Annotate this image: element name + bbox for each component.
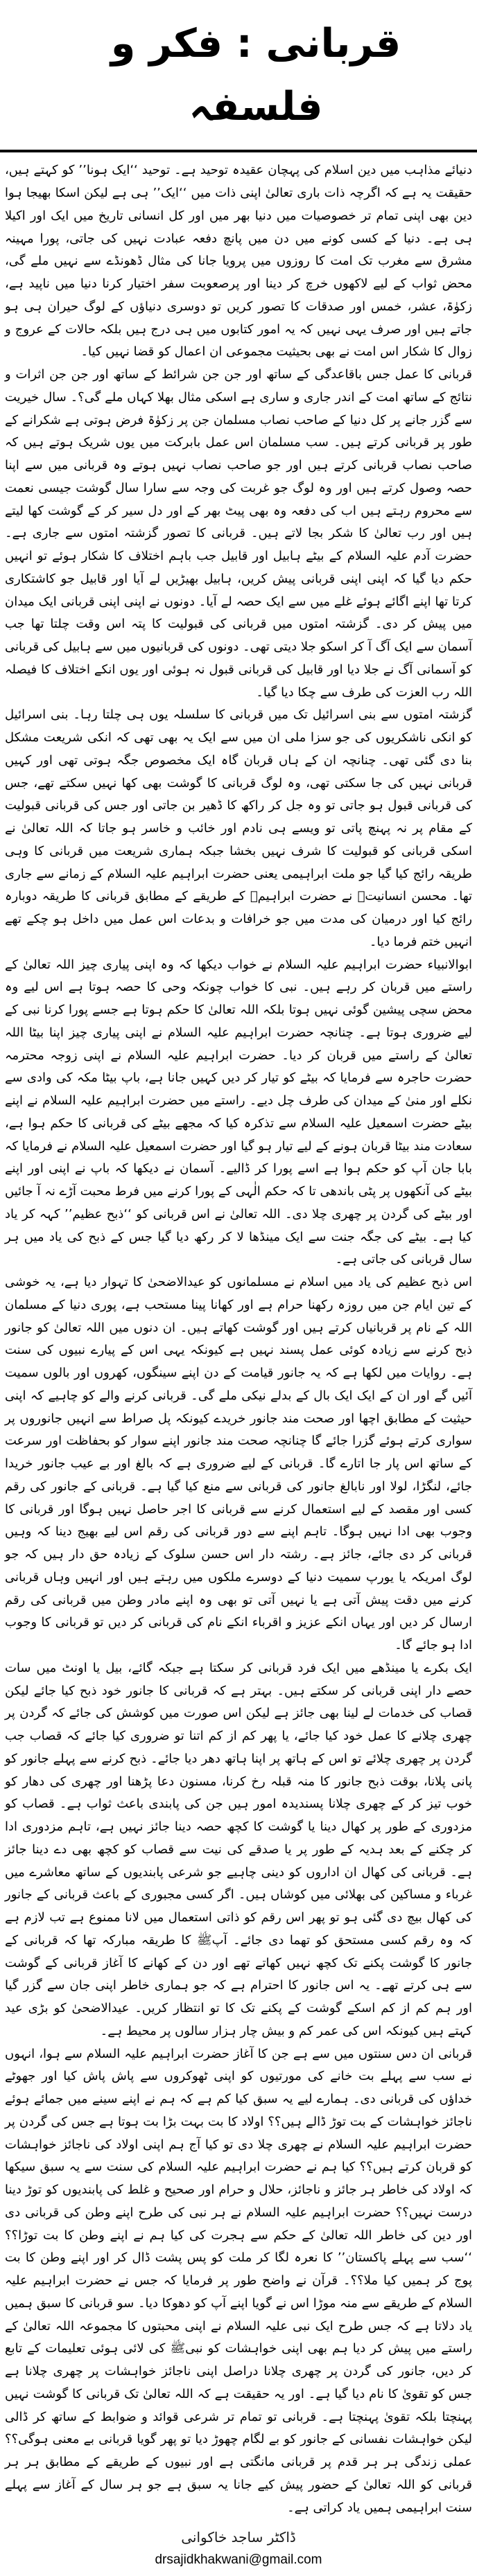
article-paragraph: دنیائے مذاہب میں دین اسلام کی پہچان عقیدہ توحید ہے۔ توحید ‘‘ایک ہونا’’ کو کہتے ہیں، حقیقت یہ ہے کہ اگرچہ ذات باری تعالیٰ اپنی ذات میں ‘‘ایک’’ ہی ہے لیکن اسکا بھیجا ہوا دین بھی اپنی تمام تر خصوصیات میں دنیا بھر میں اور کل انسانی تاریخ میں ایک اور اکیلا ہی ہے۔ دنیا کے کسی کونے میں دن میں پانچ دفعہ عبادت نہیں کی جاتی، پورا مہینہ مشرق سے مغرب تک امت کا روزوں میں پرویا جانا کی مثال ڈھونڈے سے نہیں ملے گی، محض ثواب کے لیے لاکھوں خرچ کر دینا اور پرصعوبت سفر اختیار کرنا دنیا میں ناپید ہے، زکوٰۃ، عشر، خمس اور صدقات کا تصور کریں تو دوسری دنیاؤں کے لوگ حیران ہی ہو جاتے ہیں اور صرف یہی نہیں کہ یہ امور کتابوں میں ہی درج ہیں بلکہ حالات کے عروج و زوال کا شکار اس امت نے بھی بحیثیت مجموعی ان اعمال کو قضا نہیں کیا۔	[5, 163, 472, 360]
article-credits	[0, 2519, 477, 2576]
article-paragraph: اس ذبح عظیم کی یاد میں اسلام نے مسلمانوں کو عیدالاضحیٰ کا تہوار دیا ہے، یہ خوشی کے تین ایام جن میں روزہ رکھنا حرام ہے اور کھانا پینا مستحب ہے، پوری دنیا کے مسلمان اللہ کے نام پر قربانیاں کرتے ہیں اور گوشت کھاتے ہیں۔ ان دنوں میں اللہ تعالیٰ کو جانور ذبح کرنے سے زیادہ کوئی عمل پسند نہیں ہے کیونکہ یہی اس کے پیارے نبیوں کی سنت ہے۔ روایات میں لکھا ہے کہ یہ جانور قیامت کے دن اپنے سینگوں، کھروں اور بالوں سمیت آئیں گے اور ان کے ایک ایک بال کے بدلے نیکی ملے گی۔ قربانی کرنے والے کو چاہیے کہ اپنی حیثیت کے مطابق اچھا اور صحت مند جانور خریدے کیونکہ پل صراط سے انہیں جانوروں پر سواری کرتے ہوئے گزرا جائے گا چنانچہ صحت مند جانور اپنے سوار کو بحفاظت اور سرعت کے ساتھ اس پار جا اتارے گا۔ قربانی کے لیے ضروری ہے کہ بالغ اور بے عیب جانور خریدا جائے، لنگڑا، لولا اور نابالغ جانور کی قربانی سے منع کیا گیا ہے۔ قربانی کے جانور کی رقم کسی اور مقصد کے لیے استعمال کرنے سے قربانی کا اجر حاصل نہیں ہوگا اور قربانی کا وجوب بھی ادا نہیں ہوگا۔ تاہم اپنے سے دور قربانی کی رقم اس لیے بھیج دینا کہ وہیں قربانی کر دی جائے، جائز ہے۔ رشتہ دار اس حسن سلوک کے زیادہ حق دار ہیں کہ جو لوگ امریکہ یا یورپ سمیت دنیا کے دوسرے ملکوں میں رہتے ہیں اور انہیں وہاں قربانی کرنے میں دقت پیش آتی ہے یا نہیں آتی تو بھی وہ اپنے مادر وطن میں قربانی کی رقم ارسال کر دیں اور یہاں انکے عزیز و اقرباء انکے نام کی قربانی کر دیں تو قربانی کا وجوب ادا ہو جائے گا۔	[5, 1275, 472, 1653]
article-paragraph: قربانی ان دس سنتوں میں سے ہے جن کا آغاز حضرت ابراہیم علیہ السلام سے ہوا، انہوں نے سب سے پہلے بت خانے کی مورتیوں کو اپنی ٹھوکروں سے پاش پاش کیا اور جھوٹے خداؤں کی قربانی دی۔ ہمارے لیے یہ سبق کیا کم ہے کہ ہم نے اپنے سینے میں جمائے ہوئے ناجائز خواہشات کے بت توڑ ڈالے ہیں؟؟ اولاد کا بت بہت بڑا بت ہوتا ہے جس کی گردن پر حضرت ابراہیم علیہ السلام نے چھری چلا دی تو کیا آج ہم اپنی اولاد کی ناجائز خواہشات کو قربان کرتے ہیں؟؟ کیا ہم نے حضرت ابراہیم علیہ السلام کی سنت سے یہ سبق سیکھا کہ اولاد کی خاطر ہر جائز و ناجائز، حلال و حرام اور صحیح و غلط کی پابندیوں کو توڑ دینا درست نہیں؟؟ حضرت ابراہیم علیہ السلام نے ہر نبی کی طرح اپنے وطن کی قربانی دی اور دین کی خاطر اللہ تعالیٰ کے حکم سے ہجرت کی کیا ہم نے اپنے وطن کا بت توڑا؟؟ ‘‘سب سے پہلے پاکستان’’ کا نعرہ لگا کر ملت کو پس پشت ڈال کر اور اپنے وطن کا بت پوج کر ہمیں کیا ملا؟؟۔ قرآن نے واضح طور پر فرمایا کہ جس نے حضرت ابراہیم علیہ السلام کے طریقے سے منہ موڑا اس نے گویا اپنے آپ کو دھوکا دیا۔ سو قربانی کا سبق ہمیں یاد دلاتا ہے کہ جس طرح ایک نبی علیہ السلام نے اپنی محبتوں کا مجموعہ اللہ تعالیٰ کے راستے میں پیش کر دیا ہم بھی اپنی خواہشات کو نبیﷺ کی لائی ہوئی تعلیمات کے تابع کر دیں، جانور کی گردن پر چھری چلانا دراصل اپنی ناجائز خواہشات پر چھری چلانا ہے جس کو تقویٰ کا نام دیا گیا ہے۔ اور یہ حقیقت ہے کہ اللہ تعالیٰ تک قربانی کا گوشت نہیں پہنچتا بلکہ تقویٰ پہنچتا ہے۔ قربانی تو تمام تر شرعی قوائد و ضوابط کے ساتھ کر ڈالی لیکن خواہشات نفسانی کے جانور کو بے لگام چھوڑ دیا تو پھر گویا قربانی بے معنی ہوگی؟؟ عملی زندگی ہر ہر قدم پر قربانی مانگتی ہے اور نبیوں کے طریقے کے مطابق ہر ہر قربانی کو اللہ تعالیٰ کے حضور پیش کیے جانا یہ سبق ہے جو ہر سال کے آغاز سے پہلے سنت ابراہیمی ہمیں یاد کراتی ہے۔	[5, 2046, 472, 2515]
article-paragraph: ایک بکرے یا مینڈھے میں ایک فرد قربانی کر سکتا ہے جبکہ گائے، بیل یا اونٹ میں سات حصے دار اپنی قربانی کر سکتے ہیں۔ بہتر ہے کہ قربانی کا جانور خود ذبح کیا جائے لیکن قصاب کی خدمات لے لینا بھی جائز ہے لیکن اس صورت میں کوشش کی جائے کہ گردن پر چھری چلانے کا عمل خود کیا جائے، یا پھر کم از کم اتنا تو ضروری کیا جائے کہ قصاب جب گردن پر چھری چلائے تو اس کے ہاتھ پر اپنا ہاتھ دھر دیا جائے۔ ذبح کرنے سے پہلے جانور کو پانی پلانا، بوقت ذبح جانور کا منہ قبلہ رخ کرنا، مسنون دعا پڑھنا اور چھری کی دھار کو خوب تیز کر کے چھری چلانا پسندیدہ امور ہیں جن کی پابندی باعث ثواب ہے۔ قصاب کو مزدوری کے طور پر کھال دینا یا گوشت کا کچھ حصہ دینا جائز نہیں ہے، تاہم مزدوری ادا کر چکنے کے بعد ہدیہ کے طور پر یا صدقے کی نیت سے قصاب کو کچھ بھی دے دینا جائز ہے۔ قربانی کی کھال ان اداروں کو دینی چاہیے جو شرعی پابندیوں کے ساتھ معاشرے میں غرباء و مساکین کی بھلائی میں کوشاں ہیں۔ اگر کسی مجبوری کے باعث قربانی کے جانور کی کھال بیچ دی گئی ہو تو پھر اس رقم کو ذاتی استعمال میں لانا ممنوع ہے تب لازم ہے کہ وہ رقم کسی مستحق کو تھما دی جائے۔ آپﷺ کا طریقہ مبارکہ تھا کہ قربانی کے جانور کا گوشت پکنے تک کچھ نہیں کھاتے تھے اور دن کے کھانے کا آغاز قربانی کے گوشت سے ہی کرتے تھے۔ یہ اس جانور کا احترام ہے کہ جو ہماری خاطر اپنی جان سے گزر گیا اور ہم کم از کم اسکے گوشت کے پکنے تک کا تو انتظار کریں۔ عیدالاضحیٰ کو بڑی عید کہتے ہیں کیونکہ اس کی عمر کم و بیش چار ہزار سالوں پر محیط ہے۔	[5, 1660, 472, 2038]
page-title: قربانی : فکر و فلسفہ	[110, 21, 401, 130]
article-paragraph: گزشتہ امتوں سے بنی اسرائیل تک میں قربانی کا سلسلہ یوں ہی چلتا رہا۔ بنی اسرائیل کو انکی ناشکریوں کی جو سزا ملی ان میں سے ایک یہ بھی تھی کہ انکی شریعت مشکل بنا دی گئی تھی۔ چنانچہ ان کے ہاں قربان گاہ ایک مخصوص جگہ ہوتی تھی اور کہیں قربانی نہیں کی جا سکتی تھی، وہ لوگ قربانی کا گوشت بھی کھا نہیں سکتے تھے، جس کی قربانی قبول ہو جاتی تو وہ جل کر راکھ کا ڈھیر بن جاتی اور جس کی قربانی قبولیت کے مقام پر نہ پہنچ پاتی تو ویسے ہی نادم اور خائب و خاسر ہو جاتا کہ اللہ تعالیٰ نے اسکی قربانی کو قبولیت کا شرف نہیں بخشا جبکہ ہماری شریعت میں قربانی کا وہی طریقہ رائج کیا گیا جو ملت ابراہیمی یعنی حضرت ابراہیم علیہ السلام کے زمانے سے جاری تھا۔ محسن انسانیتؐ نے حضرت ابراہیمؑ کے طریقے کے مطابق قربانی کا طریقہ دوبارہ رائج کیا اور درمیان کی مدت میں جو خرافات و بدعات اس عمل میں داخل ہو چکے تھے انہیں ختم فرما دیا۔	[5, 707, 472, 949]
masthead	[0, 0, 477, 150]
article-body	[0, 152, 477, 2519]
author-signature: ڈاکٹر ساجد خاکوانی	[181, 2529, 296, 2546]
article-paragraph: ابوالانبیاء حضرت ابراہیم علیہ السلام نے خواب دیکھا کہ وہ اپنی پیاری چیز اللہ تعالیٰ کے راستے میں قربان کر رہے ہیں۔ نبی کا خواب چونکہ وحی کا حصہ ہوتا ہے اس لیے وہ محض سچی پیشین گوئی نہیں ہوتا بلکہ اللہ تعالیٰ کا حکم ہوتا ہے جسے پورا کرنا نبی کے لیے ضروری ہوتا ہے۔ چنانچہ حضرت ابراہیم علیہ السلام نے اپنی پیاری چیز اپنا بیٹا اللہ تعالیٰ کے راستے میں قربان کر دیا۔ حضرت ابراہیم علیہ السلام نے اپنی زوجہ محترمہ حضرت حاجرہ سے فرمایا کہ بیٹے کو تیار کر دیں کہیں جانا ہے، باپ بیٹا مکہ کی وادی سے نکلے اور منیٰ کے میدان کی طرف چل دیے۔ راستے میں حضرت ابراہیم علیہ السلام نے اپنے بیٹے حضرت اسمعیل علیہ السلام سے تذکرہ کیا کہ مجھے بیٹے کی قربانی کا حکم ہوا ہے، سعادت مند بیٹا قربان ہونے کے لیے تیار ہو گیا اور حضرت اسمعیل علیہ السلام نے فرمایا کہ بابا جان آپ کو حکم ہوا ہے اسے پورا کر ڈالیے۔ آسمان نے دیکھا کہ باپ نے اپنی اور اپنے بیٹے کی آنکھوں پر پٹی باندھی تا کہ حکم الٰہی کے پورا کرنے میں فرط محبت آڑے نہ آ جائیں اور بیٹے کی گردن پر چھری چلا دی۔ اللہ تعالیٰ نے اس قربانی کو ‘‘ذبح عظیم’’ کہہ کر یاد کیا ہے۔ بیٹے کی جگہ جنت سے ایک مینڈھا لا کر رکھ دیا گیا جس کے ذبح کی یاد میں ہر سال قربانی کی جاتی ہے۔	[5, 957, 472, 1267]
author-email: drsajidkhakwani@gmail.com	[155, 2552, 322, 2568]
article-paragraph: قربانی کا عمل جس باقاعدگی کے ساتھ اور جن جن شرائط کے ساتھ اور جن جن اثرات و نتائج کے ساتھ امت کے اندر جاری و ساری ہے اسکی مثال بھلا کہاں ملے گی؟۔ سال خیریت سے گزر جانے پر کل دنیا کے صاحب نصاب مسلمان جن پر زکوٰۃ فرض ہوتی ہے شکرانے کے طور پر قربانی کرتے ہیں۔ سب مسلمان اس عمل بابرکت میں یوں شریک ہوتے ہیں کہ صاحب نصاب قربانی کرتے ہیں اور جو صاحب نصاب نہیں ہوتے وہ قربانی میں سے اپنا حصہ وصول کرتے ہیں اور وہ لوگ جو غربت کی وجہ سے سارا سال گوشت جیسی نعمت سے محروم رہتے ہیں اب کی دفعہ وہ بھی پیٹ بھر کے اور دل سیر کر کے گوشت کھا لیتے ہیں اور رب تعالیٰ کا شکر بجا لاتے ہیں۔ قربانی کا تصور گزشتہ امتوں سے جاری ہے۔ حضرت آدم علیہ السلام کے بیٹے ہابیل اور قابیل جب باہم اختلاف کا شکار ہوئے تو انہیں حکم دیا گیا کہ اپنی اپنی قربانی پیش کریں، ہابیل بھیڑیں لے آیا اور قابیل جو کاشتکاری کرتا تھا اپنے اگائے ہوئے غلے میں سے ایک حصہ لے آیا۔ دونوں نے اپنی اپنی قربانی ایک میدان میں پیش کر دی۔ گزشتہ امتوں میں قربانی کی قبولیت کا پتہ اس وقت چلتا تھا جب آسمان سے ایک آگ آ کر اسکو جلا دیتی تھی۔ دونوں کی قربانیوں میں سے ہابیل کی قربانی کو آسمانی آگ نے جلا دیا اور قابیل کی قربانی قبول نہ ہوئی اور یوں انکے اختلاف کا فیصلہ اللہ رب العزت کی طرف سے چکا دیا گیا۔	[5, 367, 472, 700]
